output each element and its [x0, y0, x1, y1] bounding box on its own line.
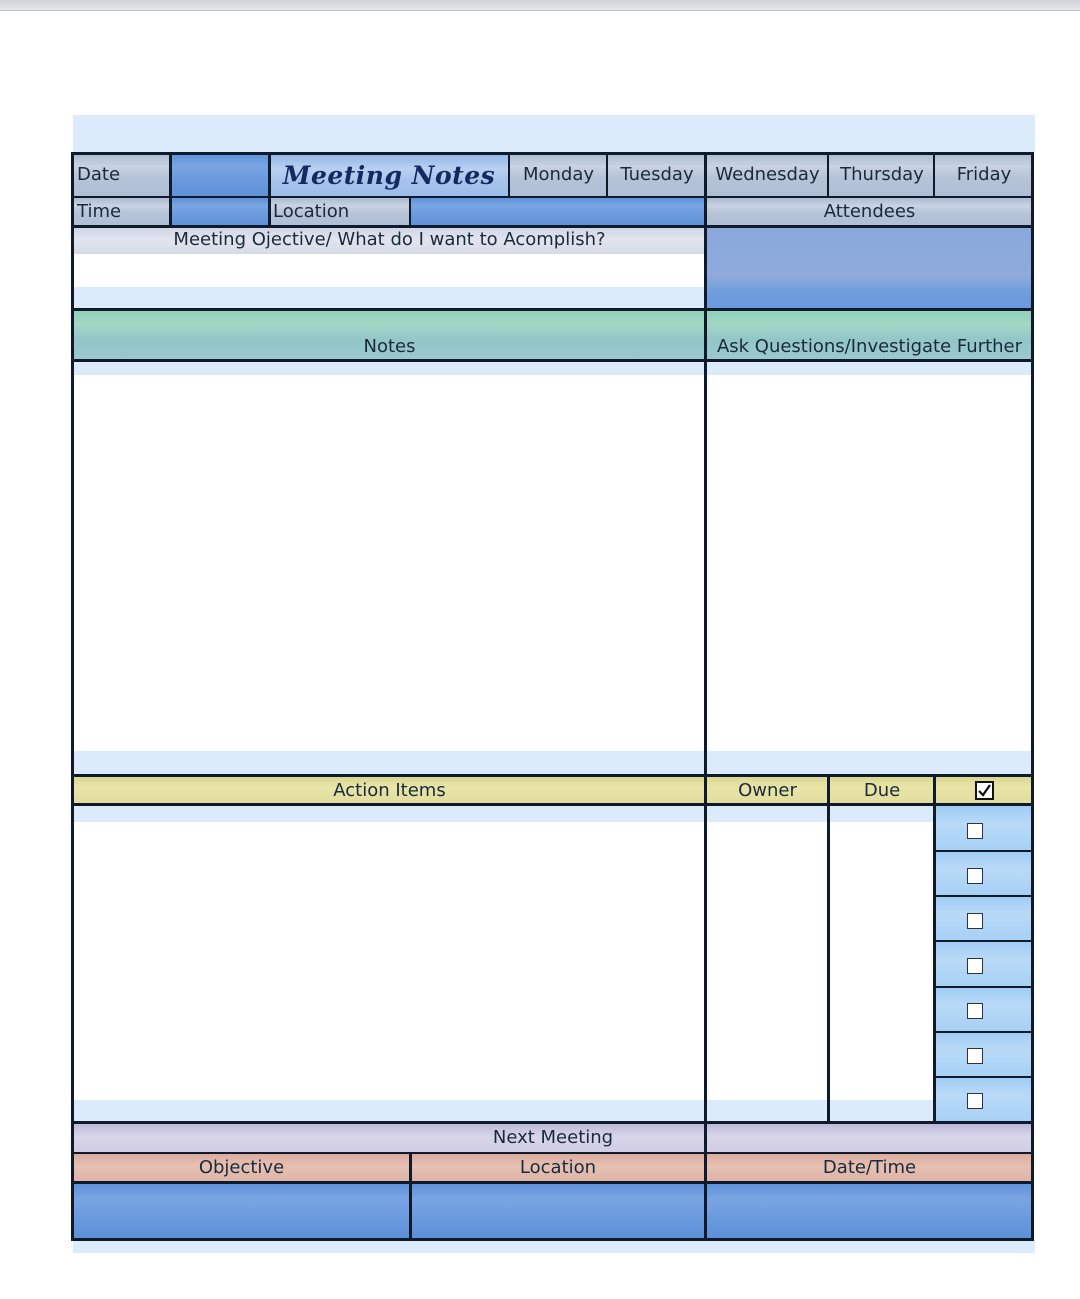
grid-line — [71, 359, 1034, 362]
time-field[interactable] — [171, 197, 269, 226]
action-items-header — [73, 776, 706, 805]
location-label-text: Location — [273, 200, 350, 222]
grid-line — [933, 152, 935, 197]
grid-line — [71, 308, 1034, 311]
grid-line — [827, 152, 829, 197]
objective-field[interactable] — [73, 254, 706, 287]
done-checkbox[interactable] — [967, 823, 983, 839]
done-checkbox[interactable] — [967, 1003, 983, 1019]
done-checkbox-cell — [935, 1032, 1033, 1077]
date-label — [73, 153, 171, 197]
window-top-bar — [0, 0, 1080, 11]
attendees-header — [706, 197, 1033, 226]
grid-line — [1031, 152, 1034, 1241]
done-header — [935, 776, 1033, 805]
done-checkbox[interactable] — [967, 868, 983, 884]
done-checkbox[interactable] — [967, 1048, 983, 1064]
next-objective-label: Objective — [198, 1156, 285, 1178]
grid-line — [71, 152, 1034, 155]
next-objective-header — [73, 1153, 410, 1182]
grid-line — [508, 152, 510, 197]
date-field[interactable] — [171, 153, 269, 197]
done-checkbox-cell — [935, 851, 1033, 896]
day-tuesday-label: Tuesday — [620, 164, 694, 185]
grid-line — [935, 1031, 1033, 1033]
notes-bottom-spacer — [73, 751, 1033, 776]
due-label: Due — [863, 779, 901, 801]
location-field[interactable] — [410, 197, 706, 226]
done-checkbox-cell — [935, 806, 1033, 851]
grid-line — [935, 1076, 1033, 1078]
objective-header — [73, 226, 706, 254]
notes-top-spacer — [73, 361, 1033, 375]
attendees-field[interactable] — [706, 226, 1033, 309]
grid-line — [606, 152, 608, 197]
grid-line — [71, 1238, 1034, 1241]
notes-area[interactable] — [73, 375, 706, 751]
grid-line — [71, 152, 74, 1241]
attendees-label: Attendees — [823, 200, 916, 222]
done-checkbox-cell — [935, 896, 1033, 941]
done-checkbox[interactable] — [967, 1093, 983, 1109]
grid-line — [169, 152, 172, 226]
day-thursday[interactable] — [829, 153, 935, 197]
grid-line — [935, 986, 1033, 988]
sheet-top-margin — [73, 115, 1035, 153]
notes-label: Notes — [363, 336, 416, 357]
next-datetime-label: Date/Time — [822, 1156, 917, 1178]
grid-line — [268, 152, 271, 226]
next-location-field[interactable] — [410, 1182, 706, 1239]
owner-header — [706, 776, 829, 805]
day-friday[interactable] — [935, 153, 1033, 197]
questions-area[interactable] — [706, 375, 1033, 751]
grid-line — [71, 1121, 1034, 1124]
done-checkbox[interactable] — [967, 958, 983, 974]
title-cell — [269, 153, 509, 197]
grid-line — [933, 774, 936, 1124]
action-bottom-spacer — [73, 1100, 935, 1123]
objective-spacer — [73, 287, 706, 309]
day-tuesday[interactable] — [608, 153, 706, 197]
page-title: Meeting Notes — [282, 160, 496, 190]
done-checkbox[interactable] — [967, 913, 983, 929]
grid-line — [71, 1181, 1034, 1184]
day-thursday-label: Thursday — [840, 164, 924, 185]
next-meeting-header — [73, 1123, 1033, 1153]
grid-line — [71, 196, 1034, 198]
grid-line — [935, 850, 1033, 852]
action-items-area[interactable] — [73, 822, 706, 1100]
due-area[interactable] — [829, 822, 935, 1100]
questions-label: Ask Questions/Investigate Further — [716, 336, 1023, 357]
sheet-bottom-margin — [73, 1239, 1035, 1253]
grid-line — [71, 803, 1034, 806]
owner-area[interactable] — [706, 822, 829, 1100]
date-label-text: Date — [77, 164, 121, 185]
checkmark-icon — [975, 781, 994, 800]
done-checkbox-cell — [935, 1077, 1033, 1122]
day-wednesday[interactable] — [706, 153, 829, 197]
done-checkbox-cell — [935, 987, 1033, 1032]
grid-line — [827, 774, 830, 1124]
next-location-header — [410, 1153, 706, 1182]
day-wednesday-label: Wednesday — [715, 164, 820, 185]
location-label — [269, 197, 410, 226]
next-meeting-label: Next Meeting — [492, 1127, 614, 1148]
due-header — [829, 776, 935, 805]
time-label-text: Time — [77, 200, 122, 222]
time-label — [73, 197, 171, 226]
objective-label: Meeting Ojective/ What do I want to Acomplish? — [173, 229, 606, 250]
notes-header — [73, 309, 706, 361]
next-datetime-field[interactable] — [706, 1182, 1033, 1239]
grid-line — [71, 225, 1034, 228]
action-items-label: Action Items — [333, 779, 446, 801]
next-location-label: Location — [519, 1156, 597, 1178]
grid-line — [71, 774, 1034, 777]
grid-line — [704, 152, 707, 1241]
grid-line — [409, 1152, 412, 1240]
grid-line — [71, 1152, 1034, 1154]
next-datetime-header — [706, 1153, 1033, 1182]
owner-label: Owner — [738, 779, 797, 801]
action-top-spacer — [73, 805, 935, 822]
questions-header — [706, 309, 1033, 361]
grid-line — [935, 940, 1033, 942]
next-objective-field[interactable] — [73, 1182, 410, 1239]
grid-line — [409, 196, 411, 226]
done-checkbox-cell — [935, 941, 1033, 986]
day-friday-label: Friday — [956, 164, 1012, 185]
day-monday[interactable] — [509, 153, 608, 197]
grid-line — [935, 895, 1033, 897]
day-monday-label: Monday — [522, 164, 595, 185]
